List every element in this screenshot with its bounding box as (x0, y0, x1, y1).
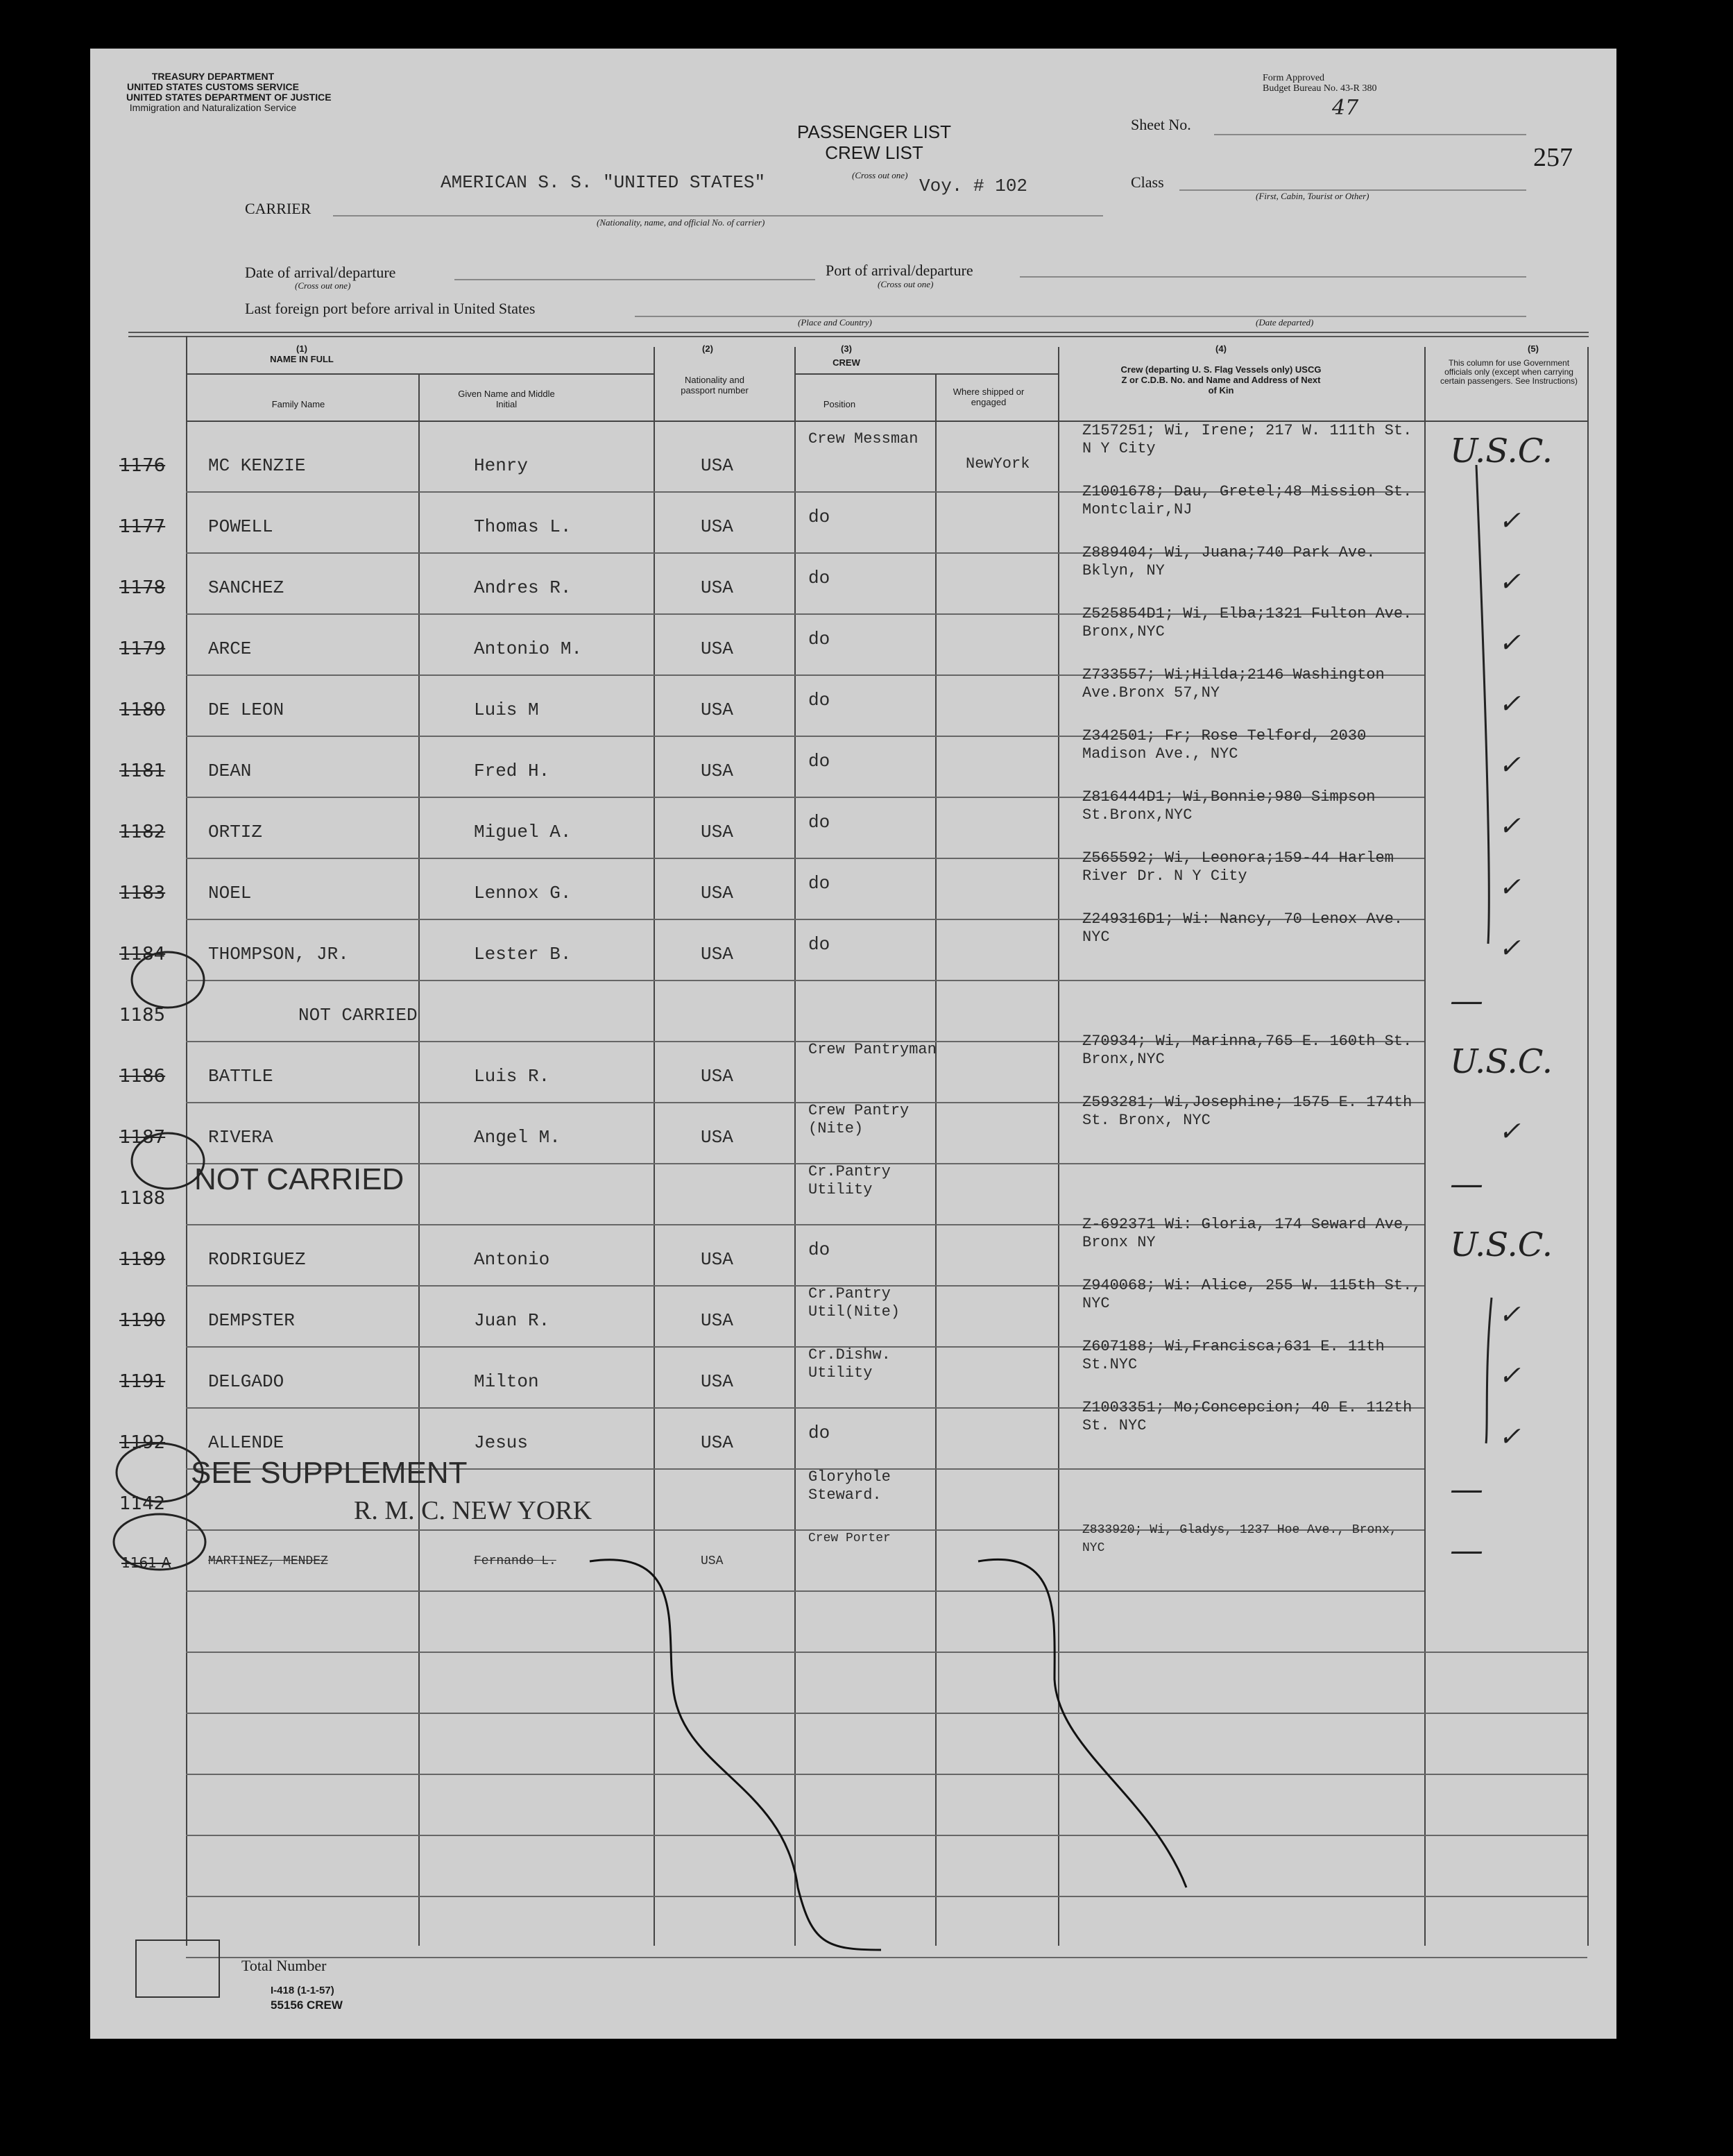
nationality: USA (701, 944, 733, 965)
position-header: Position (823, 399, 856, 409)
agency-line: Immigration and Naturalization Service (129, 102, 297, 113)
official-mark: — (1450, 1164, 1483, 1203)
budget-bureau-text: Budget Bureau No. 43-R 380 (1263, 83, 1377, 94)
crew-list-form (90, 49, 1616, 2039)
next-of-kin: Z565592; Wi, Leonora;159-44 Harlem River Dr. N Y City (1082, 849, 1394, 885)
form-number: I-418 (1-1-57) (271, 1985, 334, 1996)
official-mark: ✓ (1499, 810, 1521, 841)
nationality: USA (701, 1127, 733, 1148)
row-divider (186, 1652, 1587, 1653)
form-code: 55156 CREW (271, 1998, 343, 2012)
agency-line: UNITED STATES DEPARTMENT OF JUSTICE (126, 92, 332, 103)
nationality: USA (701, 1249, 733, 1270)
carrier-value: AMERICAN S. S. "UNITED STATES" (441, 172, 766, 193)
col2-number: (2) (702, 343, 713, 354)
row-number: 1161-A (121, 1554, 171, 1571)
row-number: 1176 (119, 455, 166, 476)
given-name: Antonio M. (474, 638, 583, 659)
nationality: USA (701, 1371, 733, 1392)
next-of-kin: Z157251; Wi, Irene; 217 W. 111th St. N Y City (1082, 422, 1412, 457)
position: do (808, 1239, 830, 1260)
family-name: NOT CARRIED (298, 1005, 418, 1026)
given-name: Miguel A. (474, 822, 572, 842)
given-name: Henry (474, 455, 529, 476)
bracket-line-upper (1476, 465, 1489, 944)
carrier-label: CARRIER (245, 200, 311, 217)
row-number: 1191 (119, 1371, 166, 1392)
row-divider (186, 1774, 1587, 1775)
agency-line: UNITED STATES CUSTOMS SERVICE (127, 81, 299, 92)
row-divider (186, 1957, 1587, 1958)
row-number: 1182 (119, 822, 166, 842)
col3-number: (3) (841, 343, 852, 354)
position: Crew Pantry (Nite) (808, 1102, 910, 1137)
next-of-kin: Z70934; Wi, Marinna,765 E. 160th St. Bronx,NYC (1082, 1033, 1412, 1068)
position: do (808, 507, 830, 527)
form-approved-text: Form Approved (1263, 73, 1325, 83)
given-name: Fred H. (474, 761, 550, 781)
col1-header (187, 343, 416, 364)
family-name: DEAN (208, 761, 252, 781)
position: Cr.Pantry Util(Nite) (808, 1285, 900, 1321)
family-name: SANCHEZ (208, 577, 284, 598)
row-divider (186, 1713, 1587, 1714)
not-carried-stamp: NOT CARRIED (194, 1162, 404, 1196)
position: Cr.Pantry Utility (808, 1163, 891, 1198)
total-number-label: Total Number (241, 1957, 327, 1974)
date-label: Date of arrival/departure (245, 264, 396, 281)
official-mark: ✓ (1499, 1299, 1521, 1330)
position: Crew Messman (808, 430, 919, 448)
official-mark: U.S.C. (1450, 1225, 1553, 1264)
form-title (784, 121, 964, 163)
official-mark: U.S.C. (1450, 1042, 1553, 1081)
port-label: Port of arrival/departure (826, 262, 973, 279)
given-name: Luis M (474, 699, 539, 720)
family-name: RIVERA (208, 1127, 273, 1148)
next-of-kin: Z342501; Fr; Rose Telford, 2030 Madison Ave., NYC (1082, 727, 1367, 763)
next-of-kin: Z607188; Wi,Francisca;631 E. 11th St.NYC (1082, 1338, 1385, 1373)
agency-block (126, 71, 332, 113)
position: Crew Porter (808, 1531, 891, 1545)
family-name: ALLENDE (208, 1432, 284, 1453)
row-divider (186, 1896, 1587, 1897)
position: do (808, 568, 830, 588)
carrier-hint: (Nationality, name, and official No. of carrier) (597, 217, 765, 228)
voyage-value: Voy. # 102 (919, 176, 1028, 196)
nationality: USA (701, 577, 733, 598)
position: Gloryhole Steward. (808, 1468, 891, 1504)
official-mark: ✓ (1499, 505, 1521, 536)
family-name: ARCE (208, 638, 252, 659)
squiggle-right (978, 1559, 1186, 1887)
see-supplement-stamp: SEE SUPPLEMENT (191, 1456, 468, 1490)
last-port-label: Last foreign port before arrival in United States (245, 300, 536, 317)
family-name: MARTINEZ, MENDEZ (208, 1554, 328, 1568)
sheet-label: Sheet No. (1131, 116, 1191, 133)
official-mark: U.S.C. (1450, 432, 1553, 470)
date-departed-hint: (Date departed) (1256, 317, 1314, 328)
place-hint: (Place and Country) (798, 317, 872, 328)
row-number: 1181 (119, 761, 166, 781)
nationality: USA (701, 638, 733, 659)
official-mark: ✓ (1499, 933, 1521, 963)
family-name: DEMPSTER (208, 1310, 295, 1331)
given-name: Lennox G. (474, 883, 572, 903)
position: do (808, 629, 830, 650)
nationality: USA (701, 516, 733, 537)
port-hint: (Cross out one) (878, 279, 934, 289)
nationality: USA (701, 699, 733, 720)
row-number: 1184 (119, 944, 166, 965)
where-shipped-header: Where shipped or engaged (953, 387, 1025, 407)
nationality-header: Nationality and passport number (681, 375, 749, 396)
total-number-box (135, 1939, 220, 1998)
col4-number: (4) (1215, 343, 1227, 354)
col1-title: NAME IN FULL (270, 354, 334, 364)
row-number: 1192 (119, 1432, 166, 1453)
next-of-kin: Z1003351; Mo;Concepcion; 40 E. 112th St. NYC (1082, 1399, 1412, 1434)
row-number: 1178 (119, 577, 166, 598)
given-name-header: Given Name and Middle Initial (458, 389, 555, 409)
nationality: USA (701, 1432, 733, 1453)
given-name: Juan R. (474, 1310, 550, 1331)
check-bracket (1476, 465, 1492, 1443)
given-name: Thomas L. (474, 516, 572, 537)
family-name-header: Family Name (271, 399, 325, 409)
row-number: 1187 (119, 1127, 166, 1148)
position: Cr.Dishw. Utility (808, 1346, 891, 1382)
nationality: USA (701, 822, 733, 842)
position: do (808, 1423, 830, 1443)
official-mark: ✓ (1499, 566, 1521, 597)
form-approved (1263, 73, 1376, 94)
official-mark: ✓ (1499, 872, 1521, 902)
next-of-kin: Z525854D1; Wi, Elba;1321 Fulton Ave. Bronx,NYC (1082, 605, 1412, 640)
next-of-kin: Z593281; Wi,Josephine; 1575 E. 174th St. Bronx, NYC (1082, 1094, 1412, 1129)
position: do (808, 690, 830, 711)
row-divider (186, 1590, 1424, 1592)
row-number: 1177 (119, 516, 166, 537)
col4-header: Crew (departing U. S. Flag Vessels only) USCG Z or C.D.B. No. and Name and Address of Next of Kin (1120, 364, 1322, 396)
family-name: NOEL (208, 883, 252, 903)
col1-number: (1) (296, 343, 307, 354)
position: do (808, 751, 830, 772)
class-hint: (First, Cabin, Tourist or Other) (1256, 191, 1369, 201)
row-number: 1190 (119, 1310, 166, 1331)
row-divider (186, 1835, 1587, 1836)
given-name: Jesus (474, 1432, 529, 1453)
family-name: MC KENZIE (208, 455, 306, 476)
next-of-kin: Z249316D1; Wi: Nancy, 70 Lenox Ave. NYC (1082, 910, 1403, 946)
row-number: 1183 (119, 883, 166, 903)
next-of-kin: Z816444D1; Wi,Bonnie;980 Simpson St.Bronx,NYC (1082, 788, 1376, 824)
official-mark: ✓ (1499, 627, 1521, 658)
nationality: USA (701, 761, 733, 781)
family-name: THOMPSON, JR. (208, 944, 349, 965)
next-of-kin: Z1001678; Dau, Gretel;48 Mission St. Montclair,NJ (1082, 483, 1412, 518)
row-divider (186, 980, 1424, 981)
row-number: 1179 (119, 638, 166, 659)
row-number: 1180 (119, 699, 166, 720)
next-of-kin: Z889404; Wi, Juana;740 Park Ave. Bklyn, NY (1082, 544, 1376, 579)
row-number: 1188 (119, 1188, 166, 1209)
rmc-stamp: R. M. C. NEW YORK (354, 1496, 592, 1525)
given-name: Andres R. (474, 577, 572, 598)
nationality: USA (701, 1554, 724, 1568)
official-mark: — (1450, 981, 1483, 1020)
title-crew-list: CREW LIST (825, 142, 923, 163)
nationality: USA (701, 455, 733, 476)
row-number: 1185 (119, 1005, 166, 1026)
sheet-number: 47 (1332, 96, 1359, 120)
nationality: USA (701, 1310, 733, 1331)
bracket-line-lower (1486, 1298, 1492, 1443)
next-of-kin: Z940068; Wi: Alice, 255 W. 115th St., NYC (1082, 1277, 1422, 1312)
position: Crew Pantryman (808, 1041, 937, 1058)
position: do (808, 812, 830, 833)
col5-header: This column for use Government officials only (except when carrying certain passengers. See Instructions) (1440, 358, 1578, 386)
page-number: 257 (1533, 143, 1573, 172)
agency-line: TREASURY DEPARTMENT (151, 71, 275, 82)
next-of-kin: Z733557; Wi;Hilda;2146 Washington Ave.Bronx 57,NY (1082, 666, 1385, 702)
official-mark: ✓ (1499, 1421, 1521, 1452)
official-mark: ✓ (1499, 1116, 1521, 1146)
title-passenger-list: PASSENGER LIST (796, 121, 952, 142)
given-name: Fernando L. (474, 1554, 556, 1568)
row-number: 1186 (119, 1066, 166, 1087)
row-number: 1189 (119, 1249, 166, 1270)
position: do (808, 934, 830, 955)
family-name: DELGADO (208, 1371, 284, 1392)
position: do (808, 873, 830, 894)
cross-out-hint: (Cross out one) (852, 170, 908, 180)
given-name: Antonio (474, 1249, 550, 1270)
class-label: Class (1131, 173, 1164, 191)
family-name: ORTIZ (208, 822, 263, 842)
official-mark: ✓ (1499, 1360, 1521, 1391)
where-shipped: NewYork (966, 455, 1030, 473)
official-mark: ✓ (1499, 749, 1521, 780)
official-mark: — (1450, 1470, 1483, 1509)
given-name: Milton (474, 1371, 539, 1392)
family-name: POWELL (208, 516, 273, 537)
squiggle-lines (590, 1559, 1186, 1950)
next-of-kin: Z-692371 Wi: Gloria, 174 Seward Ave, Bronx NY (1082, 1216, 1412, 1251)
official-mark: — (1450, 1531, 1483, 1570)
nationality: USA (701, 883, 733, 903)
nationality: USA (701, 1066, 733, 1087)
row-number: 1142 (119, 1493, 166, 1514)
official-mark: ✓ (1499, 688, 1521, 719)
crew-header: CREW (833, 357, 860, 368)
given-name: Luis R. (474, 1066, 550, 1087)
next-of-kin: Z833920; Wi, Gladys, 1237 Hoe Ave., Bronx, NYC (1082, 1523, 1397, 1555)
date-hint: (Cross out one) (295, 280, 351, 291)
given-name: Angel M. (474, 1127, 561, 1148)
given-name: Lester B. (474, 944, 572, 965)
family-name: DE LEON (208, 699, 284, 720)
family-name: BATTLE (208, 1066, 273, 1087)
squiggle-left (590, 1560, 881, 1950)
family-name: RODRIGUEZ (208, 1249, 306, 1270)
col5-number: (5) (1528, 343, 1539, 354)
